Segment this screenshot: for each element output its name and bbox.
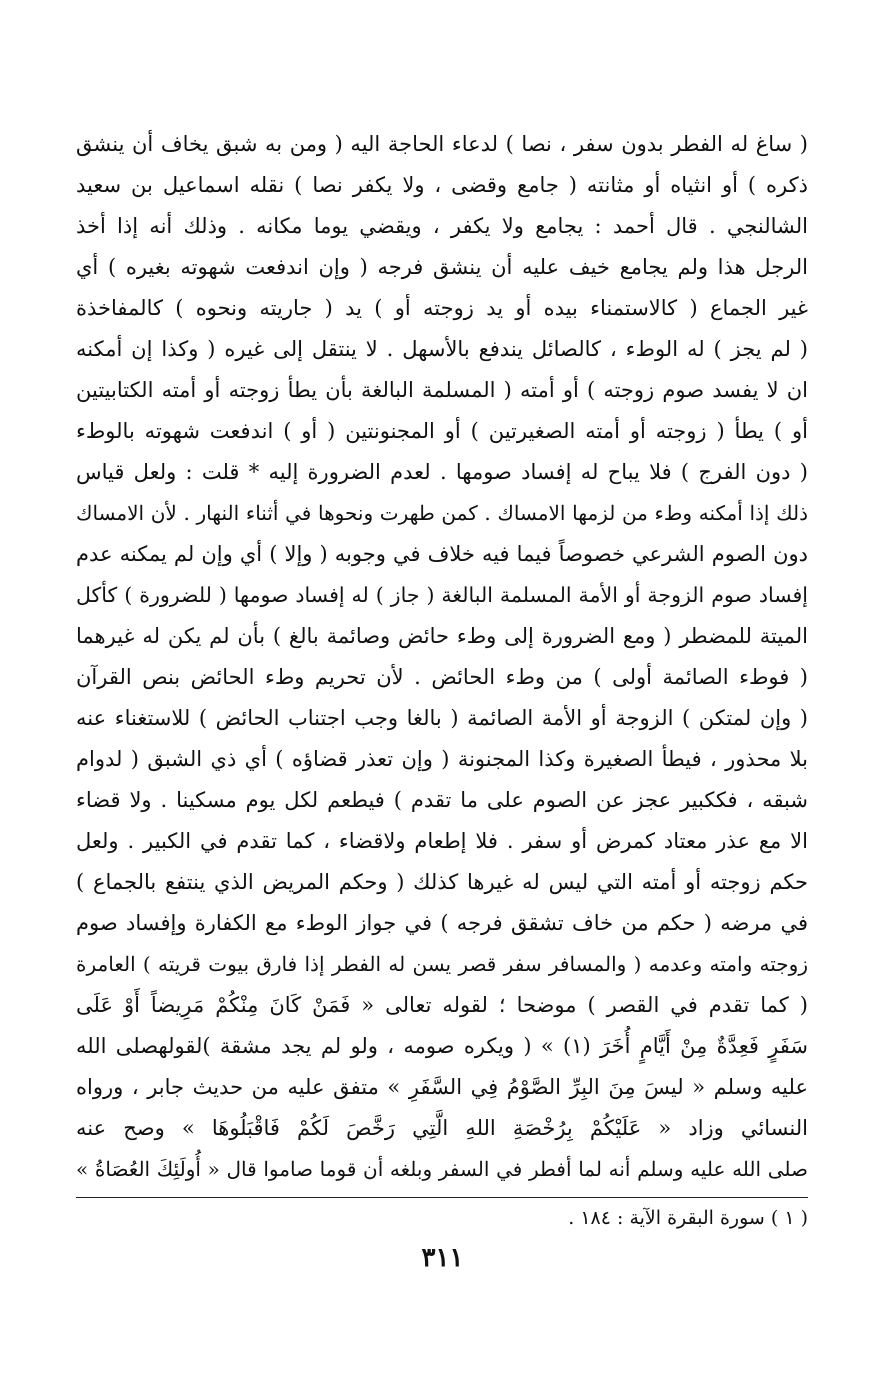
text-line: زوجته وامته وعدمه ( والمسافر سفر قصر يسن له الفطر إذا فارق بيوت قريته ) العامرة (76, 952, 808, 976)
text-line: ذكره ) أو انثياه أو مثانته ( جامع وقضى ، ولا يكفر نصا ) نقله اسماعيل بن سعيد (76, 173, 808, 197)
text-line: حكم زوجته أو أمته التي ليس له غيرها كذلك ( وحكم المريض الذي ينتفع بالجماع ) (76, 870, 808, 894)
text-line: بلا محذور ، فيطأ الصغيرة وكذا المجنونة ( وإن تعذر قضاؤه ) أي ذي الشبق ( لدوام (76, 747, 808, 771)
text-line: ( كما تقدم في القصر ) موضحا ؛ لقوله تعالى « فَمَنْ كَانَ مِنْكُمْ مَرِيضاً أَوْ عَلَى (76, 993, 808, 1017)
text-line: ( فوطء الصائمة أولى ) من وطء الحائض . لأن تحريم وطء الحائض بنص القرآن (76, 665, 808, 689)
main-text (76, 124, 808, 1190)
text-line: دون الصوم الشرعي خصوصاً فيما فيه خلاف في وجوبه ( وإلا ) أي وإن لم يمكنه عدم (76, 542, 808, 566)
text-line: سَفَرٍ فَعِدَّةٌ مِنْ أَيَّامٍ أُخَرَ (١) » ( ويكره صومه ، ولو لم يجد مشقة )لقولهصلى الله (76, 1034, 808, 1058)
text-line: إفساد صوم الزوجة أو الأمة المسلمة البالغة ( جاز ) له إفساد صومها ( للضرورة ) كأكل (76, 583, 808, 607)
text-line: عليه وسلم « ليسَ مِنَ البِرِّ الصَّوْمُ فِي السَّفَرِ » متفق عليه من حديث جابر ، ورواه (76, 1075, 808, 1099)
text-line: صلى الله عليه وسلم أنه لما أفطر في السفر وبلغه أن قوما صاموا قال « أُولَئِكَ العُصَاةُ » (76, 1157, 808, 1181)
text-line: النسائي وزاد « عَلَيْكُمْ بِرُخْصَةِ اللهِ الَّتِي رَخَّصَ لَكُمْ فَاقْبَلُوهَا » وصح عنه (76, 1116, 808, 1140)
text-line: ذلك إذا أمكنه وطء من لزمها الامساك . كمن طهرت ونحوها في أثناء النهار . لأن الامساك (76, 501, 808, 525)
text-line: أو ) يطأ ( زوجته أو أمته الصغيرتين ) أو المجنونتين ( أو ) اندفعت شهوته بالوطء (76, 419, 808, 443)
text-line: غير الجماع ( كالاستمناء بيده أو يد زوجته أو ) يد ( جاريته ونحوه ) كالمفاخذة (76, 296, 808, 320)
text-line: الرجل هذا ولم يجامع خيف عليه أن ينشق فرجه ( وإن اندفعت شهوته بغيره ) أي (76, 255, 808, 279)
footnote: ( ١ ) سورة البقرة الآية : ١٨٤ . (568, 1207, 808, 1229)
text-line: ( دون الفرج ) فلا يباح له إفساد صومها . لعدم الضرورة إليه * قلت : ولعل قياس (76, 460, 808, 484)
text-line: الا مع عذر معتاد كمرض أو سفر . فلا إطعام ولاقضاء ، كما تقدم في الكبير . ولعل (76, 829, 808, 853)
text-line: ( ساغ له الفطر بدون سفر ، نصا ) لدعاء الحاجة اليه ( ومن به شبق يخاف أن ينشق (76, 132, 808, 156)
text-line: ان لا يفسد صوم زوجته ) أو أمته ( المسلمة البالغة بأن يطأ زوجته أو أمته الكتابيتين (76, 378, 808, 402)
text-line: في مرضه ( حكم من خاف تشقق فرجه ) في جواز الوطء مع الكفارة وإفساد صوم (76, 911, 808, 935)
text-line: ( لم يجز ) له الوطء ، كالصائل يندفع بالأسهل . لا ينتقل إلى غيره ( وكذا إن أمكنه (76, 337, 808, 361)
text-line: الميتة للمضطر ( ومع الضرورة إلى وطء حائض وصائمة بالغ ) بأن لم يكن له غيرهما (76, 624, 808, 648)
text-line: ( وإن لمتكن ) الزوجة أو الأمة الصائمة ( بالغا وجب اجتناب الحائض ) للاستغناء عنه (76, 706, 808, 730)
text-line: الشالنجي . قال أحمد : يجامع ولا يكفر ، ويقضي يوما مكانه . وذلك أنه إذا أخذ (76, 214, 808, 238)
footnote-divider (76, 1197, 808, 1198)
text-line: شبقه ، فككبير عجز عن الصوم على ما تقدم ) فيطعم لكل يوم مسكينا . ولا قضاء (76, 788, 808, 812)
page-number: ٣١١ (421, 1243, 464, 1273)
